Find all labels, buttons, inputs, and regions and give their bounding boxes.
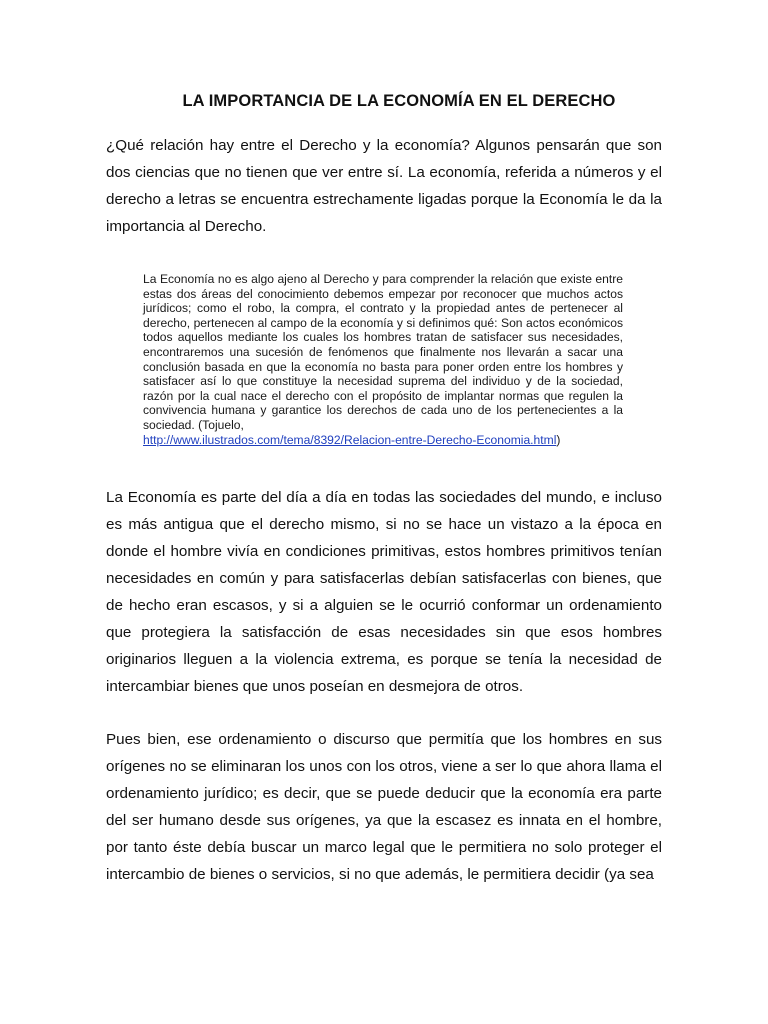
- paragraph-intro: ¿Qué relación hay entre el Derecho y la economía? Algunos pensarán que son dos ciencias que no tienen que ver entre sí. La economía, referida a números y el derecho a letras se encuentra estrechamente ligadas porque la Economía le da la importancia al Derecho.: [106, 137, 662, 235]
- quote-text: La Economía no es algo ajeno al Derecho y para comprender la relación que existe entre estas dos áreas del conocimiento debemos empezar por reconocer que muchos actos jurídicos; como el robo, la compra, el contrato y la propiedad antes de pertenecer al derecho, pertenecen al campo de la economía y si definimos qué: Son actos económicos todos aquellos mediante los cuales los hombres tratan de satisfacer sus necesidades, encontraremos una sucesión de fenómenos que finalmente nos llevarán a sacar una conclusión basada en que la economía no basta para poner orden entre los hombres y satisfacer así lo que constituye la necesidad suprema del individuo y de la sociedad, razón por la cual nace el derecho con el propósito de implantar normas que regulen la convivencia humana y garantice los derechos de cada uno de los pertenecientes a la sociedad.: [143, 272, 623, 432]
- citation-link[interactable]: http://www.ilustrados.com/tema/8392/Relacion-entre-Derecho-Economia.html: [143, 432, 557, 447]
- citation-suffix: ): [556, 432, 561, 447]
- paragraph-legal-order: Pues bien, ese ordenamiento o discurso que permitía que los hombres en sus orígenes no se eliminaran los unos con los otros, viene a ser lo que ahora llama el ordenamiento jurídico; es decir, que se puede deducir que la economía era parte del ser humano desde sus orígenes, ya que la escasez es innata en el hombre, por tanto éste debía buscar un marco legal que le permitiera no solo proteger el intercambio de bienes o servicios, si no que además, le permitiera decidir (ya sea: [106, 731, 662, 883]
- page-title: LA IMPORTANCIA DE LA ECONOMÍA EN EL DERECHO: [182, 92, 616, 110]
- paragraph-economy-history: La Economía es parte del día a día en todas las sociedades del mundo, e incluso es más antigua que el derecho mismo, si no se hace un vistazo a la época en donde el hombre vivía en condiciones primitivas, estos hombres primitivos tenían necesidades en común y para satisfacerlas debían satisfacerlas con bienes, que de hecho eran escasos, y si a alguien se le ocurrió conformar un ordenamiento que protegiera la satisfacción de esas necesidades sin que esos hombres originarios lleguen a la violencia extrema, es porque se tenía la necesidad de intercambiar bienes que unos poseían en desmejora de otros.: [106, 489, 662, 695]
- citation-prefix: (Tojuelo,: [194, 417, 244, 432]
- block-quote: [143, 272, 623, 447]
